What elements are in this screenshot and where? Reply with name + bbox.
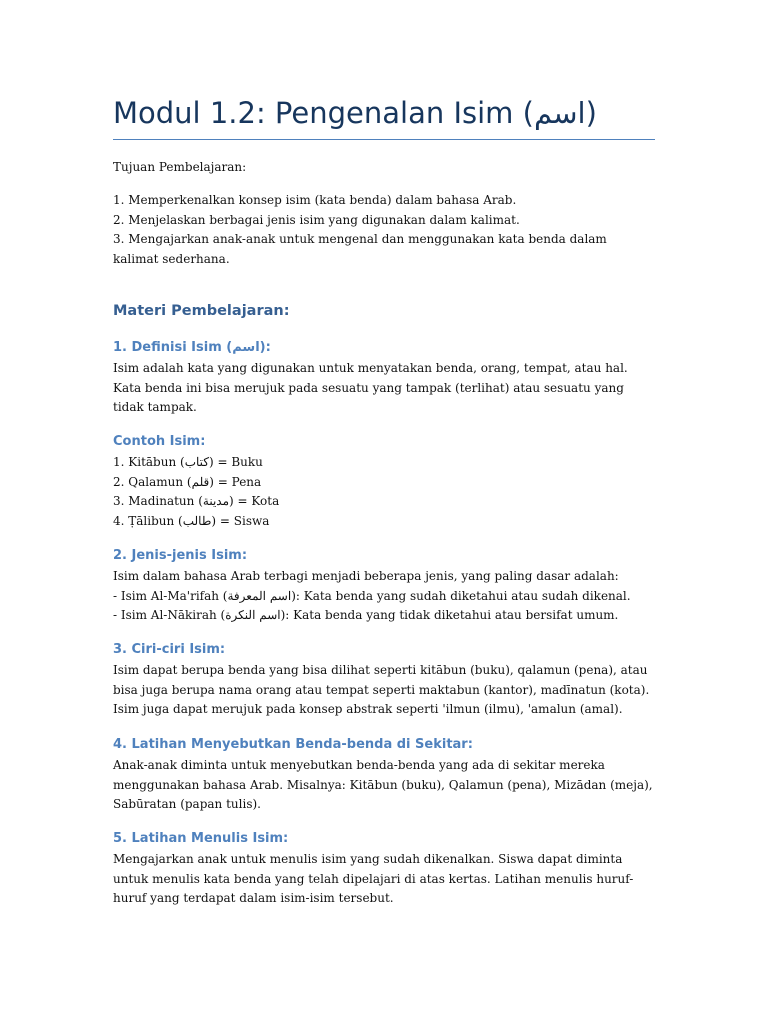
goal-item: 3. Mengajarkan anak-anak untuk mengenal dan menggunakan kata benda dalam kalimat sederhana. bbox=[113, 232, 607, 266]
section-heading: 5. Latihan Menulis Isim: bbox=[113, 831, 289, 846]
section-types bbox=[113, 545, 655, 626]
section-heading: 1. Definisi Isim (اسم): bbox=[113, 340, 271, 355]
section-heading: Contoh Isim: bbox=[113, 434, 206, 449]
example-item: 3. Madinatun (مدينة) = Kota bbox=[113, 494, 280, 508]
section-definition bbox=[113, 337, 655, 418]
type-item: - Isim Al-Ma'rifah (اسم المعرفة): Kata benda yang sudah diketahui atau sudah dikenal. bbox=[113, 588, 631, 603]
section-text: Isim dapat berupa benda yang bisa dilihat seperti kitābun (buku), qalamun (pena), atau bisa juga berupa nama orang atau tempat seperti maktabun (kantor), madīnatun (kota). Isim juga dapat merujuk pada konsep abstrak seperti 'ilmun (ilmu), 'amalun (amal). bbox=[113, 663, 650, 716]
goals-label-block bbox=[113, 158, 655, 178]
example-item: 4. Ṭālibun (طالب) = Siswa bbox=[113, 513, 270, 528]
type-item: - Isim Al-Nākirah (اسم النكرة): Kata benda yang tidak diketahui atau bersifat umum. bbox=[113, 608, 619, 622]
document-title: Modul 1.2: Pengenalan Isim (اسم) bbox=[113, 96, 597, 130]
section-text: Anak-anak diminta untuk menyebutkan benda-benda yang ada di sekitar mereka menggunakan bahasa Arab. Misalnya: Kitābun (buku), Qalamun (pena), Mizādan (meja), Sabūratan (papan tulis). bbox=[113, 758, 653, 811]
section-writing-practice bbox=[113, 828, 655, 909]
section-heading: 3. Ciri-ciri Isim: bbox=[113, 642, 226, 657]
example-item: 2. Qalamun (قلم) = Pena bbox=[113, 474, 262, 489]
section-heading: 2. Jenis-jenis Isim: bbox=[113, 548, 248, 563]
goal-item: 1. Memperkenalkan konsep isim (kata benda) dalam bahasa Arab. bbox=[113, 193, 517, 207]
goals-list bbox=[113, 191, 655, 269]
title-underline bbox=[113, 139, 655, 140]
types-intro: Isim dalam bahasa Arab terbagi menjadi beberapa jenis, yang paling dasar adalah: bbox=[113, 569, 619, 583]
materials-heading-block bbox=[113, 300, 655, 322]
section-text: Isim adalah kata yang digunakan untuk menyatakan benda, orang, tempat, atau hal. Kata benda ini bisa merujuk pada sesuatu yang tampak (terlihat) atau sesuatu yang tidak tampak. bbox=[113, 361, 628, 414]
section-characteristics bbox=[113, 639, 655, 720]
materials-heading: Materi Pembelajaran: bbox=[113, 303, 290, 319]
example-item: 1. Kitābun (كتاب) = Buku bbox=[113, 455, 263, 469]
section-heading: 4. Latihan Menyebutkan Benda-benda di Sekitar: bbox=[113, 737, 473, 752]
goal-item: 2. Menjelaskan berbagai jenis isim yang digunakan dalam kalimat. bbox=[113, 212, 520, 227]
section-naming-practice bbox=[113, 734, 655, 815]
section-examples bbox=[113, 431, 655, 531]
goals-label: Tujuan Pembelajaran: bbox=[113, 160, 247, 174]
section-text: Mengajarkan anak untuk menulis isim yang sudah dikenalkan. Siswa dapat diminta untuk menulis kata benda yang telah dipelajari di atas kertas. Latihan menulis huruf-huruf yang terdapat dalam isim-isim tersebut. bbox=[113, 852, 634, 905]
